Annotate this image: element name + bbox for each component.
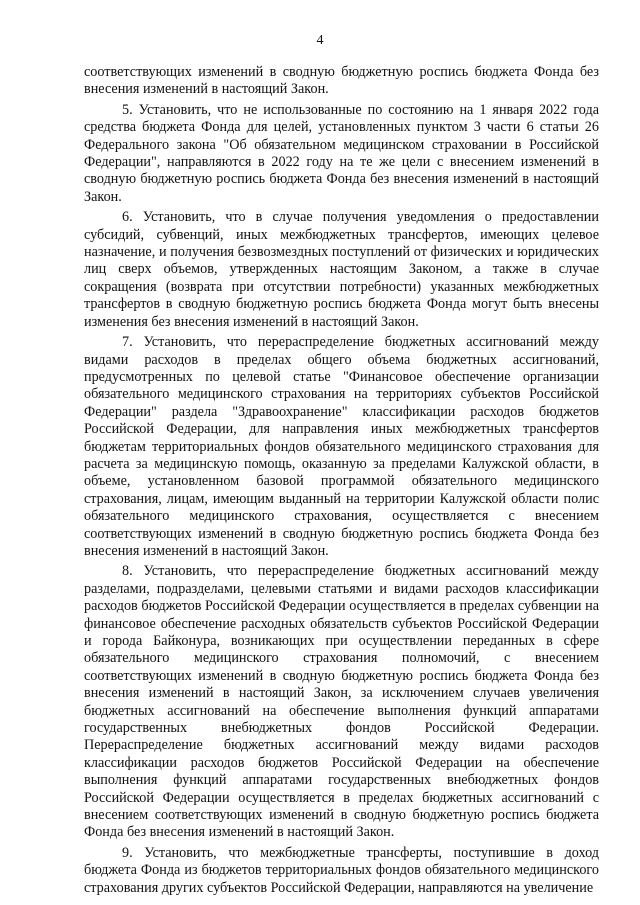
paragraph-item-5: 5. Установить, что не использованные по состоянию на 1 января 2022 года средства бюджета Фонда для целей, установленных пунктом 3 части 6 статьи 26 Федерального закона "Об обязательном медицинском страховании в Российской Федерации", направляются в 2022 году на те же цели с внесением изменений в сводную бюджетную роспись бюджета Фонда без внесения изменений в настоящий Закон. [84, 101, 599, 205]
paragraph-item-8: 8. Установить, что перераспределение бюджетных ассигнований между разделами, подразделами, целевыми статьями и видами расходов классификации расходов бюджетов Российской Федерации осуществляется в пределах субвенции на финансовое обеспечение расходных обязательств субъектов Российской Федерации и города Байконура, возникающих при осуществлении переданных в сфере обязательного медицинского страхования полномочий, с внесением соответствующих изменений в сводную бюджетную роспись бюджета Фонда без внесения изменений в настоящий Закон, за исключением случаев увеличения бюджетных ассигнований на обеспечение выполнения функций аппаратами государственных внебюджетных фондов Российской Федерации. Перераспределение бюджетных ассигнований между видами расходов классификации расходов бюджетов Российской Федерации на обеспечение выполнения функций аппаратами государственных внебюджетных фондов Российской Федерации осуществляется в пределах бюджетных ассигнований с внесением соответствующих изменений в сводную бюджетную роспись бюджета Фонда без внесения изменений в настоящий Закон. [84, 563, 599, 841]
paragraph-continuation: соответствующих изменений в сводную бюджетную роспись бюджета Фонда без внесения изменений в настоящий Закон. [84, 64, 599, 98]
document-body [84, 64, 599, 897]
paragraph-item-9: 9. Установить, что межбюджетные трансферты, поступившие в доход бюджета Фонда из бюджетов территориальных фондов обязательного медицинского страхования других субъектов Российской Федерации, направляются на увеличение [84, 844, 599, 896]
paragraph-item-6: 6. Установить, что в случае получения уведомления о предоставлении субсидий, субвенций, иных межбюджетных трансфертов, имеющих целевое назначение, и получения безвозмездных поступлений от физических и юридических лиц сверх объемов, утвержденных настоящим Законом, а также в случае сокращения (возврата при отсутствии потребности) указанных межбюджетных трансфертов в сводную бюджетную роспись бюджета Фонда могут быть внесены изменения без внесения изменений в настоящий Закон. [84, 209, 599, 330]
page-number: 4 [316, 33, 324, 48]
paragraph-item-7: 7. Установить, что перераспределение бюджетных ассигнований между видами расходов в пределах общего объема бюджетных ассигнований, предусмотренных по целевой статье "Финансовое обеспечение организации обязательного медицинского страхования на территориях субъектов Российской Федерации" раздела "Здравоохранение" классификации расходов бюджетов Российской Федерации, для направления иных межбюджетных трансфертов бюджетам территориальных фондов обязательного медицинского страхования для расчета за медицинскую помощь, оказанную за пределами Калужской области, в объеме, установленном базовой программой обязательного медицинского страхования, лицам, имеющим выданный на территории Калужской области полис обязательного медицинского страхования, осуществляется с внесением соответствующих изменений в сводную бюджетную роспись бюджета Фонда без внесения изменений в настоящий Закон. [84, 334, 599, 559]
